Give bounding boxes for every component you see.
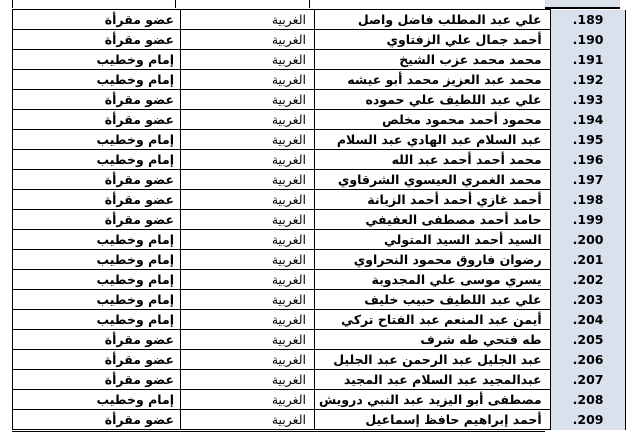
column-divider [309, 0, 310, 8]
governorate: الغربية [181, 50, 315, 70]
member-role: إمام وخطيب [13, 230, 181, 250]
table-row [13, 390, 626, 410]
row-number: .189 [550, 10, 625, 30]
table-row [13, 330, 626, 350]
governorate: الغربية [181, 310, 315, 330]
row-number: .197 [550, 170, 625, 190]
table-row [13, 170, 626, 190]
row-number: .198 [550, 190, 625, 210]
member-role: عضو مقرأة [13, 190, 181, 210]
member-role: عضو مقرأة [13, 350, 181, 370]
member-role: إمام وخطيب [13, 390, 181, 410]
governorate: الغربية [181, 270, 315, 290]
member-name: محمد محمد عزب الشيخ [315, 50, 551, 70]
member-role: عضو مقرأة [13, 110, 181, 130]
member-role: إمام وخطيب [13, 70, 181, 90]
member-role: عضو مقرأة [13, 330, 181, 350]
row-number: .201 [550, 250, 625, 270]
row-number: .191 [550, 50, 625, 70]
member-name: عبد الجليل عبد الرحمن عبد الجليل [315, 350, 551, 370]
table-row [13, 90, 626, 110]
member-name: يسري موسى علي المجدوبة [315, 270, 551, 290]
table-row [13, 270, 626, 290]
member-role: عضو مقرأة [13, 210, 181, 230]
governorate: الغربية [181, 110, 315, 130]
governorate: الغربية [181, 170, 315, 190]
member-role: إمام وخطيب [13, 290, 181, 310]
row-number: .190 [550, 30, 625, 50]
member-role: إمام وخطيب [13, 310, 181, 330]
governorate: الغربية [181, 290, 315, 310]
previous-row-fragment [12, 0, 547, 8]
member-name: أحمد إبراهيم حافظ إسماعيل [315, 410, 551, 430]
member-name: مصطفى أبو اليزيد عبد النبي درويش [315, 390, 551, 410]
table-row [13, 110, 626, 130]
row-number: .204 [550, 310, 625, 330]
governorate: الغربية [181, 70, 315, 90]
table-row [13, 230, 626, 250]
row-number: .202 [550, 270, 625, 290]
row-number: .205 [550, 330, 625, 350]
member-name: محمد الغمري العيسوي الشرقاوي [315, 170, 551, 190]
member-name: عبدالمجيد عبد السلام عبد المجيد [315, 370, 551, 390]
table-row [13, 290, 626, 310]
row-number: .209 [550, 410, 625, 430]
member-name: السيد أحمد السيد المتولي [315, 230, 551, 250]
table-row [13, 370, 626, 390]
governorate: الغربية [181, 230, 315, 250]
governorate: الغربية [181, 350, 315, 370]
table-row [13, 10, 626, 30]
table-row [13, 70, 626, 90]
table-row [13, 410, 626, 430]
member-name: أحمد غازي أحمد أحمد الزيانة [315, 190, 551, 210]
governorate: الغربية [181, 10, 315, 30]
number-column-header-fragment [545, 0, 620, 8]
row-number: .203 [550, 290, 625, 310]
member-name: علي عبد المطلب فاضل واصل [315, 10, 551, 30]
governorate: الغربية [181, 30, 315, 50]
table-bottom-border [12, 431, 545, 432]
member-name: طه فتحي طه شرف [315, 330, 551, 350]
table-row [13, 30, 626, 50]
governorate: الغربية [181, 130, 315, 150]
member-role: عضو مقرأة [13, 170, 181, 190]
row-number: .192 [550, 70, 625, 90]
governorate: الغربية [181, 90, 315, 110]
row-number: .200 [550, 230, 625, 250]
row-number: .195 [550, 130, 625, 150]
governorate: الغربية [181, 390, 315, 410]
row-number: .207 [550, 370, 625, 390]
row-number: .206 [550, 350, 625, 370]
member-role: عضو مقرأة [13, 410, 181, 430]
governorate: الغربية [181, 250, 315, 270]
table-row [13, 50, 626, 70]
member-name: علي عبد اللطيف علي حموده [315, 90, 551, 110]
table-row [13, 130, 626, 150]
table-row [13, 190, 626, 210]
members-table [12, 9, 626, 430]
table-row [13, 150, 626, 170]
member-name: علي عبد اللطيف حبيب خليف [315, 290, 551, 310]
governorate: الغربية [181, 410, 315, 430]
member-role: عضو مقرأة [13, 90, 181, 110]
table-row [13, 350, 626, 370]
member-name: أيمن عبد المنعم عبد الفتاح تركي [315, 310, 551, 330]
row-number: .208 [550, 390, 625, 410]
member-role: إمام وخطيب [13, 250, 181, 270]
row-number: .196 [550, 150, 625, 170]
table-row [13, 310, 626, 330]
member-role: إمام وخطيب [13, 270, 181, 290]
member-name: حامد أحمد مصطفى العفيفي [315, 210, 551, 230]
table-row [13, 210, 626, 230]
member-name: عبد السلام عبد الهادي عبد السلام [315, 130, 551, 150]
member-role: عضو مقرأة [13, 30, 181, 50]
row-number: .194 [550, 110, 625, 130]
member-name: أحمد جمال علي الزفتاوي [315, 30, 551, 50]
member-role: إمام وخطيب [13, 130, 181, 150]
member-role: عضو مقرأة [13, 10, 181, 30]
governorate: الغربية [181, 330, 315, 350]
row-number: .193 [550, 90, 625, 110]
member-name: رضوان فاروق محمود النحراوي [315, 250, 551, 270]
member-name: محمد أحمد أحمد عبد الله [315, 150, 551, 170]
member-role: إمام وخطيب [13, 150, 181, 170]
governorate: الغربية [181, 210, 315, 230]
row-number: .199 [550, 210, 625, 230]
governorate: الغربية [181, 150, 315, 170]
governorate: الغربية [181, 370, 315, 390]
member-name: محمود أحمد محمود مخلص [315, 110, 551, 130]
members-table-body [13, 10, 626, 430]
member-name: محمد عبد العزيز محمد أبو عيشه [315, 70, 551, 90]
governorate: الغربية [181, 190, 315, 210]
column-divider [175, 0, 176, 8]
table-row [13, 250, 626, 270]
member-role: عضو مقرأة [13, 370, 181, 390]
member-role: إمام وخطيب [13, 50, 181, 70]
